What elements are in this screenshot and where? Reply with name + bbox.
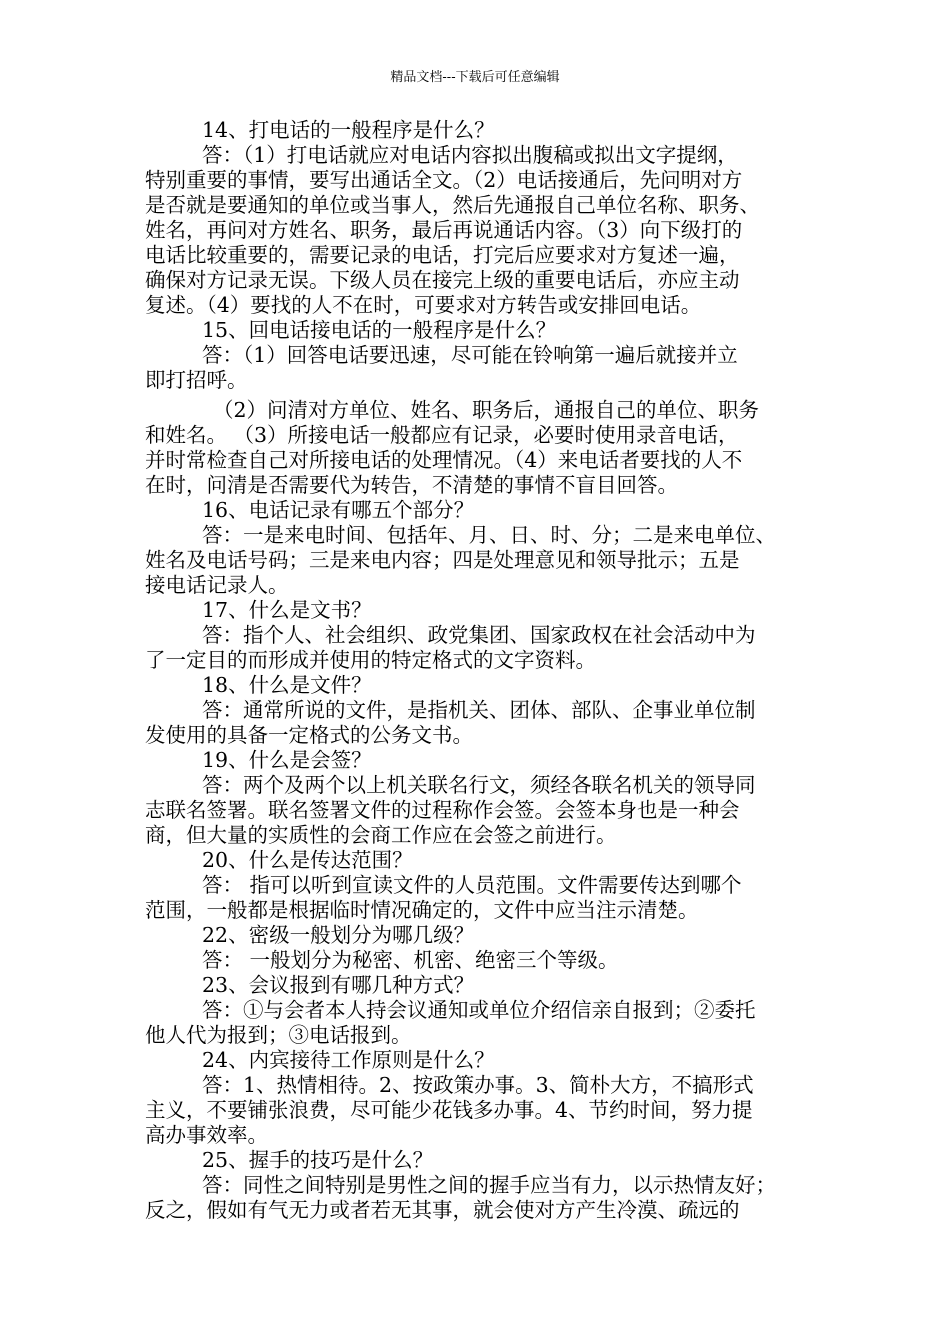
text-line: 答：（1）回答电话要迅速，尽可能在铃响第一遍后就接并立 [202, 343, 738, 367]
text-line: 答： 一般划分为秘密、机密、绝密三个等级。 [202, 948, 619, 972]
text-line: 18、什么是文件？ [202, 673, 372, 697]
text-line: 答：1、热情相待。2、按政策办事。3、简朴大方，不搞形式 [202, 1073, 754, 1097]
text-line: 25、握手的技巧是什么？ [202, 1148, 434, 1172]
text-line: 即打招呼。 [145, 368, 248, 392]
text-line: 答：（1）打电话就应对电话内容拟出腹稿或拟出文字提纲， [202, 143, 738, 167]
text-line: 24、内宾接待工作原则是什么？ [202, 1048, 495, 1072]
text-line: （2）问清对方单位、姓名、职务后，通报自己的单位、职务 [213, 398, 760, 422]
text-line: 接电话记录人。 [145, 573, 289, 597]
text-line: 答：指个人、社会组织、政党集团、国家政权在社会活动中为 [202, 623, 756, 647]
text-line: 确保对方记录无误。下级人员在接完上级的重要电话后，亦应主动 [145, 268, 740, 292]
text-line: 特别重要的事情，要写出通话全文。（2）电话接通后，先问明对方 [145, 168, 743, 192]
text-line: 答：两个及两个以上机关联名行文，须经各联名机关的领导同 [202, 773, 756, 797]
text-line: 志联名签署。联名签署文件的过程称作会签。会签本身也是一种会 [145, 798, 740, 822]
text-line: 15、回电话接电话的一般程序是什么？ [202, 318, 557, 342]
text-line: 姓名，再问对方姓名、职务，最后再说通话内容。（3）向下级打的 [145, 218, 743, 242]
text-line: 范围，一般都是根据临时情况确定的，文件中应当注示清楚。 [145, 898, 699, 922]
text-line: 答： 指可以听到宣读文件的人员范围。文件需要传达到哪个 [202, 873, 742, 897]
text-line: 17、什么是文书？ [202, 598, 372, 622]
text-line: 复述。（4）要找的人不在时，可要求对方转告或安排回电话。 [145, 293, 702, 317]
text-line: 他人代为报到；③电话报到。 [145, 1023, 412, 1047]
text-line: 主义，不要铺张浪费，尽可能少花钱多办事。4、节约时间，努力提 [145, 1098, 753, 1122]
text-line: 22、密级一般划分为哪几级？ [202, 923, 475, 947]
text-line: 是否就是要通知的单位或当事人，然后先通报自己单位名称、职务、 [145, 193, 760, 217]
text-line: 姓名及电话号码；三是来电内容；四是处理意见和领导批示；五是 [145, 548, 740, 572]
text-line: 19、什么是会签？ [202, 748, 372, 772]
document-body [145, 118, 825, 1223]
page-header: 精品文档---下载后可任意编辑 [390, 70, 560, 85]
text-line: 高办事效率。 [145, 1123, 268, 1147]
text-line: 反之，假如有气无力或者若无其事，就会使对方产生冷漠、疏远的 [145, 1198, 740, 1222]
text-line: 发使用的具备一定格式的公务文书。 [145, 723, 473, 747]
text-line: 答：①与会者本人持会议通知或单位介绍信亲自报到；②委托 [202, 998, 756, 1022]
text-line: 14、打电话的一般程序是什么？ [202, 118, 495, 142]
text-line: 答：一是来电时间、包括年、月、日、时、分；二是来电单位、 [202, 523, 776, 547]
text-line: 和姓名。 （3）所接电话一般都应有记录，必要时使用录音电话， [145, 423, 739, 447]
text-line: 20、什么是传达范围？ [202, 848, 413, 872]
text-line: 16、电话记录有哪五个部分？ [202, 498, 475, 522]
text-line: 商，但大量的实质性的会商工作应在会签之前进行。 [145, 823, 617, 847]
text-line: 23、会议报到有哪几种方式？ [202, 973, 475, 997]
text-line: 答：通常所说的文件，是指机关、团体、部队、企事业单位制 [202, 698, 756, 722]
text-line: 在时，问清是否需要代为转告，不清楚的事情不盲目回答。 [145, 473, 678, 497]
text-line: 了一定目的而形成并使用的特定格式的文字资料。 [145, 648, 596, 672]
text-line: 并时常检查自己对所接电话的处理情况。（4）来电话者要找的人不 [145, 448, 743, 472]
text-line: 答：同性之间特别是男性之间的握手应当有力，以示热情友好； [202, 1173, 776, 1197]
text-line: 电话比较重要的，需要记录的电话，打完后应要求对方复述一遍， [145, 243, 740, 267]
